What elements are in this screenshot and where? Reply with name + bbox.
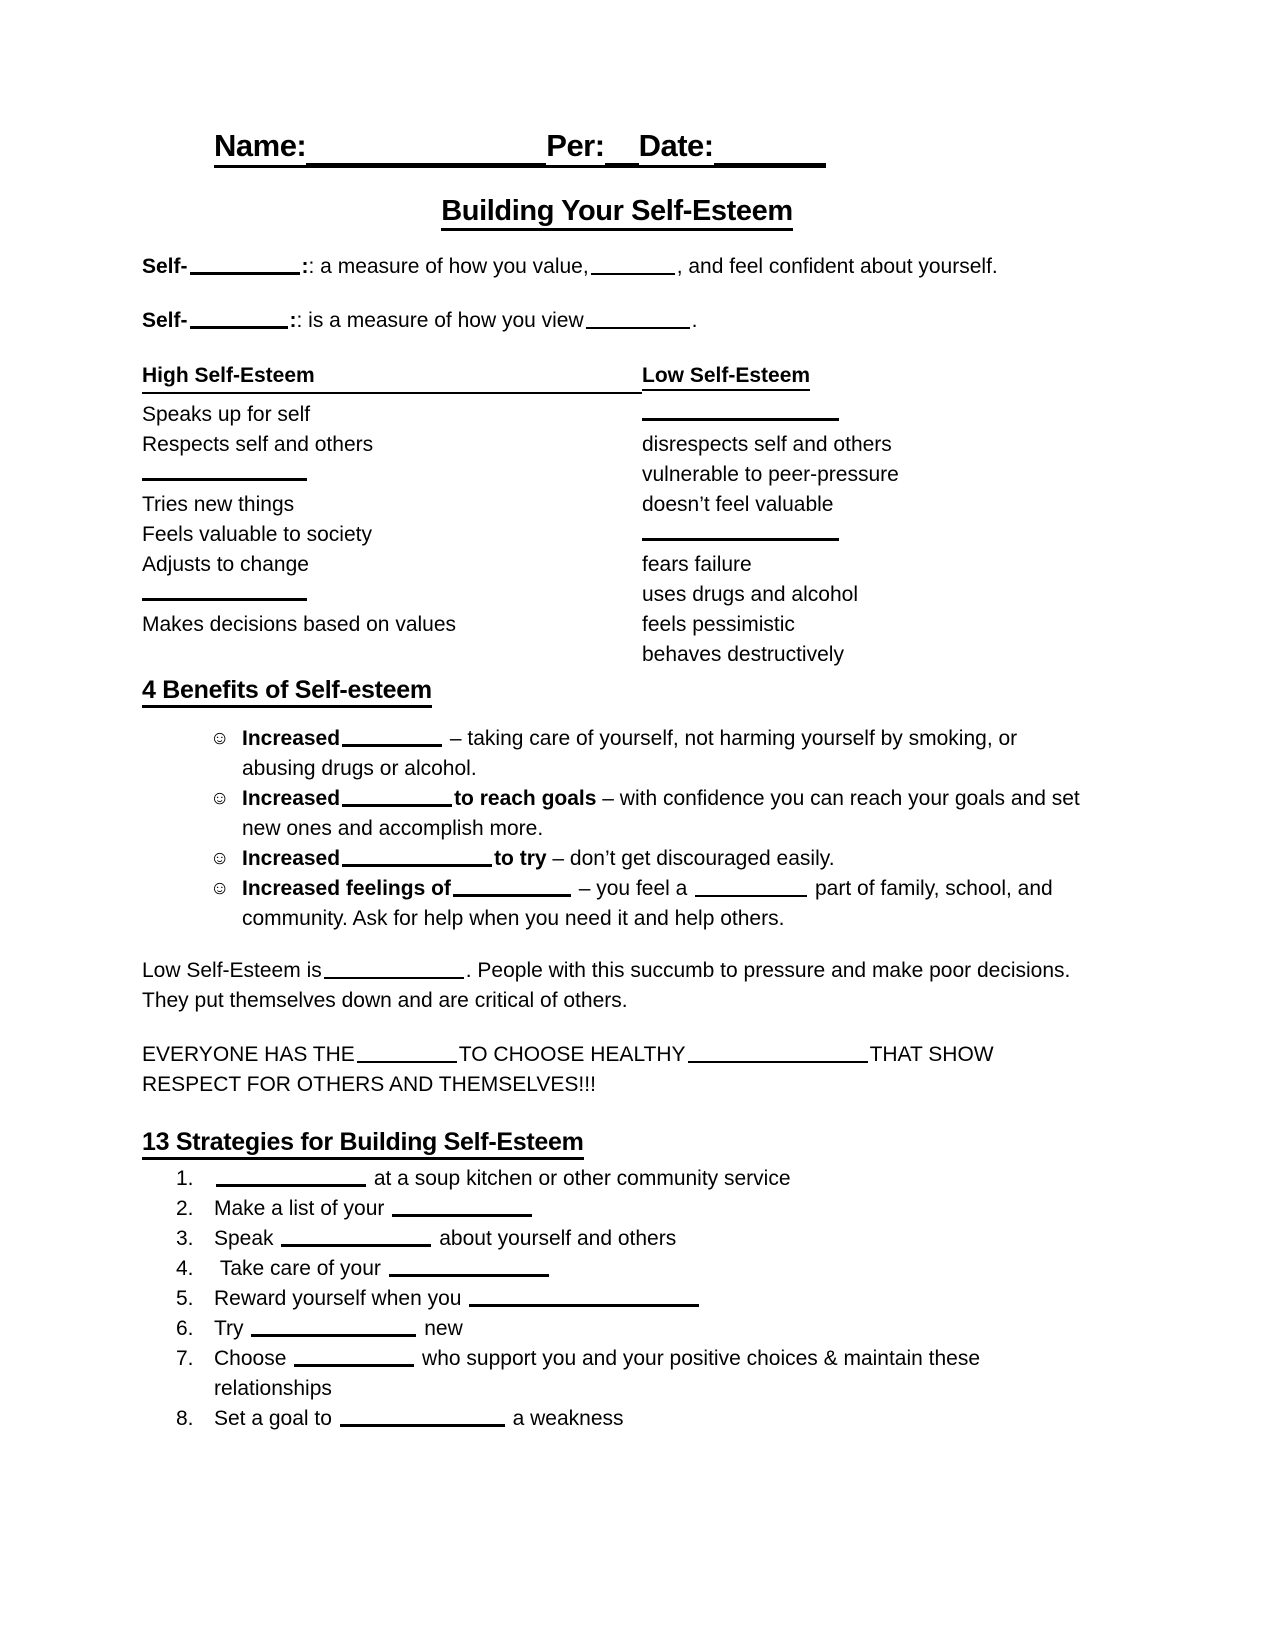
high-blank-line-1[interactable] [142,460,642,490]
list-item [210,874,1092,934]
strategy-2-number: 2. [176,1197,194,1220]
strategy-1-number: 1. [176,1167,194,1190]
definition-2-blank-2[interactable] [586,309,690,329]
benefit-3-rest: – don’t get discouraged easily. [546,847,835,870]
strategy-8-post: a weakness [506,1407,624,1430]
strategy-1-blank[interactable] [216,1166,366,1187]
benefit-1-bold: Increased [242,727,341,750]
list-item [176,1224,1092,1254]
low-self-esteem-heading-text: Low Self-Esteem [642,364,810,391]
strategy-5-text [214,1284,1092,1314]
benefit-4-rest-b: part of family, school, and community. Ask for help when you need it and help others. [242,877,1053,930]
definition-1-lead: Self- [142,255,188,278]
date-label: Date: [639,128,714,168]
definition-line-1 [142,252,1092,282]
list-item: doesn’t feel valuable [642,493,834,516]
list-item [210,724,1092,784]
caps-blank-1[interactable] [357,1043,457,1063]
strategy-6-post: new [418,1317,463,1340]
definition-2-blank[interactable] [190,308,288,329]
date-blank[interactable] [714,162,826,168]
definition-1-text: : a measure of how you value, [308,255,589,278]
strategies-heading [142,1126,1092,1158]
comparison-columns [142,400,1092,670]
list-item [176,1164,1092,1194]
definition-2-lead: Self- [142,309,188,332]
self-esteem-comparison [142,362,1092,670]
list-item [176,1194,1092,1224]
strategy-3-text [214,1224,1092,1254]
low-paragraph-blank[interactable] [324,959,464,979]
strategies-heading-text: 13 Strategies for Building Self-Esteem [142,1128,584,1160]
high-blank-line-2[interactable] [142,580,642,610]
period-label: Per: [546,128,604,168]
list-item: Tries new things [142,493,295,516]
benefits-heading-text: 4 Benefits of Self-esteem [142,676,432,708]
list-item: Feels valuable to society [142,523,372,546]
strategy-4-number: 4. [176,1257,194,1280]
benefit-2-rest: – with confidence you can reach your goals and set new ones and accomplish more. [242,787,1080,840]
strategy-7-pre: Choose [214,1347,293,1370]
benefit-2-bold-after: to reach goals [454,787,597,810]
benefit-4-bold: Increased feelings of [242,877,451,900]
list-item: vulnerable to peer-pressure [642,463,899,486]
strategy-3-number: 3. [176,1227,194,1250]
strategy-3-pre: Speak [214,1227,280,1250]
list-item [210,844,1092,874]
low-self-esteem-paragraph [142,956,1092,1016]
strategies-list [176,1164,1092,1434]
strategy-8-text [214,1404,1092,1434]
benefit-2-bold: Increased [242,787,341,810]
strategy-6-pre: Try [214,1317,250,1340]
strategy-2-text [214,1194,1092,1224]
strategy-7-number: 7. [176,1347,194,1370]
definition-1-colon: : [301,255,309,278]
low-paragraph-lead: Low Self-Esteem is [142,959,322,982]
comparison-headings [142,362,1092,394]
smiley-icon: ☺ [210,878,230,899]
name-label: Name: [214,128,306,168]
definition-2-tail: . [691,309,698,332]
list-item: behaves destructively [642,643,844,666]
low-blank-line-1[interactable] [642,400,1042,430]
strategy-5-blank[interactable] [469,1286,699,1307]
benefit-1-rest: – taking care of yourself, not harming yourself by smoking, or abusing drugs or alcohol. [242,727,1018,780]
high-self-esteem-heading: High Self-Esteem [142,362,642,394]
benefit-3-bold: Increased [242,847,341,870]
definition-1-blank[interactable] [190,254,300,275]
strategy-4-pre: Take care of your [214,1257,387,1280]
list-item: fears failure [642,553,752,576]
list-item: disrespects self and others [642,433,892,456]
strategy-2-blank[interactable] [392,1196,532,1217]
list-item [176,1404,1092,1434]
low-blank-line-2[interactable] [642,520,1042,550]
list-item: Respects self and others [142,433,374,456]
benefit-3-bold-after: to try [494,847,547,870]
smiley-icon: ☺ [210,788,230,809]
benefit-4-blank-1[interactable] [453,876,571,897]
strategy-3-post: about yourself and others [433,1227,677,1250]
low-self-esteem-column [642,400,1042,670]
benefits-list [210,724,1092,934]
strategy-8-number: 8. [176,1407,194,1430]
strategy-6-text [214,1314,1092,1344]
caps-blank-2[interactable] [688,1043,868,1063]
name-blank[interactable] [306,162,546,168]
caps-part-1: EVERYONE HAS THE [142,1043,355,1066]
benefit-2-text [242,784,1092,844]
list-item: uses drugs and alcohol [642,583,858,606]
strategy-5-pre: Reward yourself when you [214,1287,468,1310]
strategy-4-blank[interactable] [389,1256,549,1277]
definition-line-2 [142,306,1092,336]
strategy-7-post: who support you and your positive choices & maintain these relationships [214,1347,981,1400]
low-paragraph-tail: . People with this succumb to pressure and make poor decisions. They put themselves down and are critical of others. [142,959,1071,1012]
strategy-1-text [214,1164,1092,1194]
strategy-8-pre: Set a goal to [214,1407,338,1430]
benefit-3-blank[interactable] [342,846,492,867]
list-item: Adjusts to change [142,553,309,576]
definition-1-tail: , and feel confident about yourself. [676,255,998,278]
low-self-esteem-heading [642,362,1042,394]
definition-1-blank-2[interactable] [591,255,675,275]
benefit-4-rest-a: – you feel a [572,877,694,900]
benefits-heading [142,674,1092,706]
list-item [176,1344,1092,1404]
strategy-4-text [214,1254,1092,1284]
list-item [176,1284,1092,1314]
student-info-row [214,128,1092,168]
definition-2-colon: : [289,309,297,332]
caps-part-3: THAT SHOW RESPECT FOR OTHERS AND THEMSELVES!!! [142,1043,994,1096]
caps-part-2: TO CHOOSE HEALTHY [458,1043,686,1066]
list-item [176,1254,1092,1284]
strategy-6-number: 6. [176,1317,194,1340]
benefit-4-text [242,874,1092,934]
list-item: feels pessimistic [642,613,795,636]
caps-statement [142,1040,1092,1100]
benefit-1-text [242,724,1092,784]
list-item: Speaks up for self [142,403,311,426]
page-title [142,194,1092,228]
page-title-text: Building Your Self-Esteem [441,195,792,231]
strategy-6-blank[interactable] [251,1316,416,1337]
smiley-icon: ☺ [210,728,230,749]
high-self-esteem-column [142,400,642,670]
benefit-3-text [242,844,1092,874]
period-blank[interactable] [605,162,639,168]
worksheet-body [142,128,1092,1434]
list-item [210,784,1092,844]
smiley-icon: ☺ [210,848,230,869]
strategy-8-blank[interactable] [340,1406,505,1427]
benefit-1-blank[interactable] [342,726,442,747]
strategy-5-number: 5. [176,1287,194,1310]
list-item: Makes decisions based on values [142,613,457,636]
strategy-1-post: at a soup kitchen or other community service [368,1167,791,1190]
benefit-2-blank[interactable] [342,786,452,807]
strategy-2-pre: Make a list of your [214,1197,391,1220]
strategy-7-text [214,1344,1092,1404]
strategy-7-blank[interactable] [294,1346,414,1367]
strategy-3-blank[interactable] [281,1226,431,1247]
benefit-4-blank-2[interactable] [695,877,807,897]
definition-2-text: : is a measure of how you view [296,309,584,332]
list-item [176,1314,1092,1344]
